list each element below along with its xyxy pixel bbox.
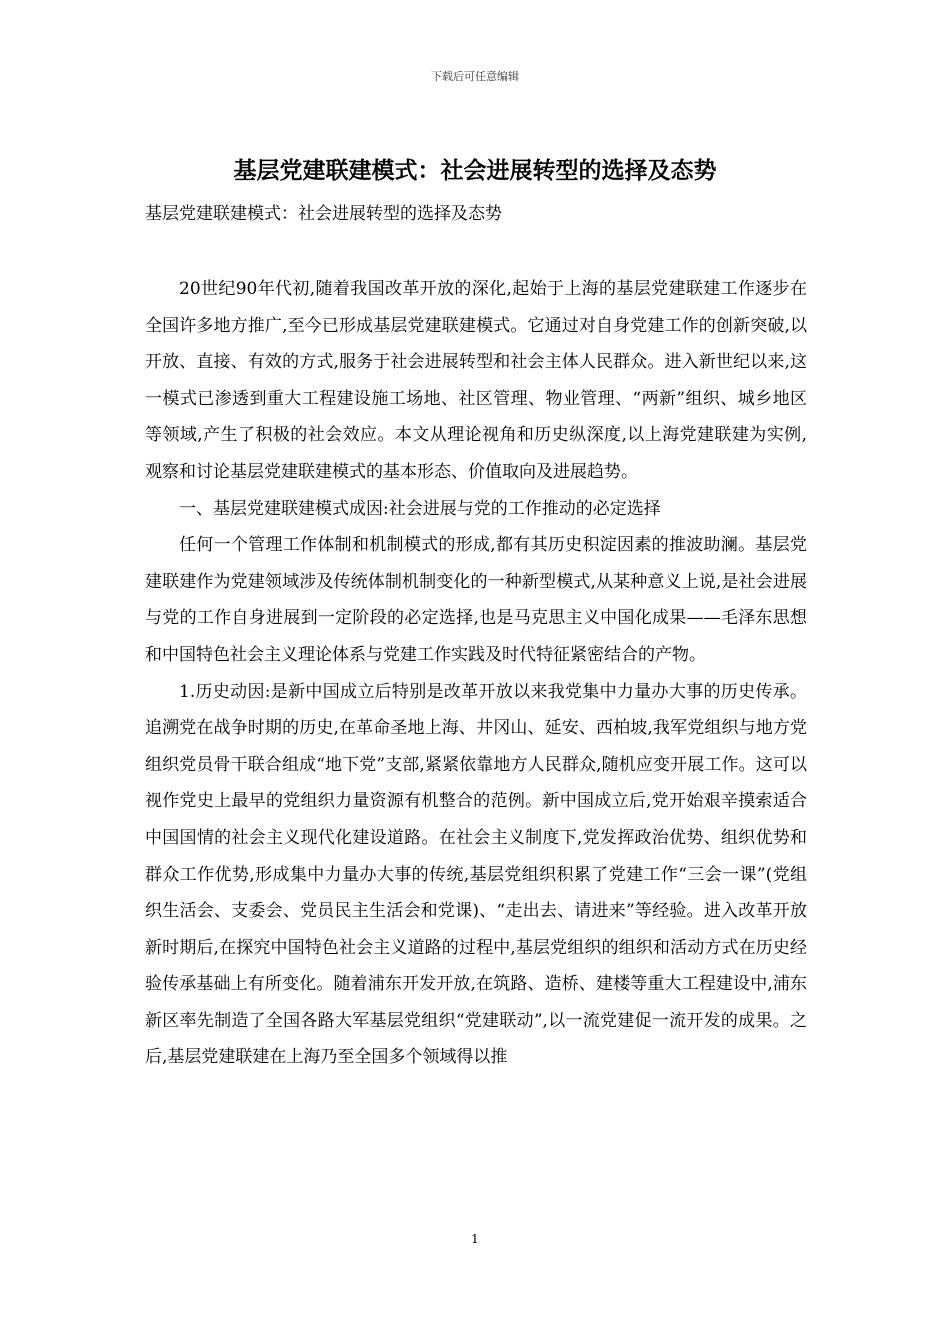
paragraph-historical-cause: 1.历史动因:是新中国成立后特别是改革开放以来我党集中力量办大事的历史传承。追溯党在战争时期的历史,在革命圣地上海、井冈山、延安、西柏坡,我军党组织与地方党组织党员骨干联合组成“地下党”支部,紧紧依靠地方人民群众,随机应变开展工作。这可以视作党史上最早的党组织力量资源有机整合的范例。新中国成立后,党开始艰辛摸索适合中国国情的社会主义现代化建设道路。在社会主义制度下,党发挥政治优势、组织优势和群众工作优势,形成集中力量办大事的传统,基层党组织积累了党建工作“三会一课”(党组织生活会、支委会、党员民主生活会和党课)、“走出去、请进来”等经验。进入改革开放新时期后,在探究中国特色社会主义道路的过程中,基层党组织的组织和活动方式在历史经验传承基础上有所变化。随着浦东开发开放,在筑路、造桥、建楼等重大工程建设中,浦东新区率先制造了全国各路大军基层党组织“党建联动”,以一流党建促一流开发的成果。之后,基层党建联建在上海乃至全国多个领域得以推 (145, 681, 807, 1068)
document-body (145, 271, 807, 1076)
section-heading-1: 一、基层党建联建模式成因:社会进展与党的工作推动的必定选择 (179, 498, 661, 519)
paragraph-intro: 20世纪90年代初,随着我国改革开放的深化,起始于上海的基层党建联建工作逐步在全国许多地方推广,至今已形成基层党建联建模式。它通过对自身党建工作的创新突破,以开放、直接、有效的方式,服务于社会进展转型和社会主体人民群众。进入新世纪以来,这一模式已渗透到重大工程建设施工场地、社区管理、物业管理、“两新”组织、城乡地区等领域,产生了积极的社会效应。本文从理论视角和历史纵深度,以上海党建联建为实例,观察和讨论基层党建联建模式的基本形态、价值取向及进展趋势。 (145, 279, 807, 482)
page-number: 1 (471, 1232, 479, 1246)
document-title: 基层党建联建模式：社会进展转型的选择及态势 (233, 157, 717, 184)
document-subtitle: 基层党建联建模式：社会进展转型的选择及态势 (145, 204, 502, 224)
paragraph-section-1: 任何一个管理工作体制和机制模式的形成,都有其历史积淀因素的推波助澜。基层党建联建作为党建领域涉及传统体制机制变化的一种新型模式,从某种意义上说,是社会进展与党的工作自身进展到一定阶段的必定选择,也是马克思主义中国化成果——毛泽东思想和中国特色社会主义理论体系与党建工作实践及时代特征紧密结合的产物。 (145, 535, 807, 665)
header-note: 下载后可任意编辑 (431, 70, 519, 83)
